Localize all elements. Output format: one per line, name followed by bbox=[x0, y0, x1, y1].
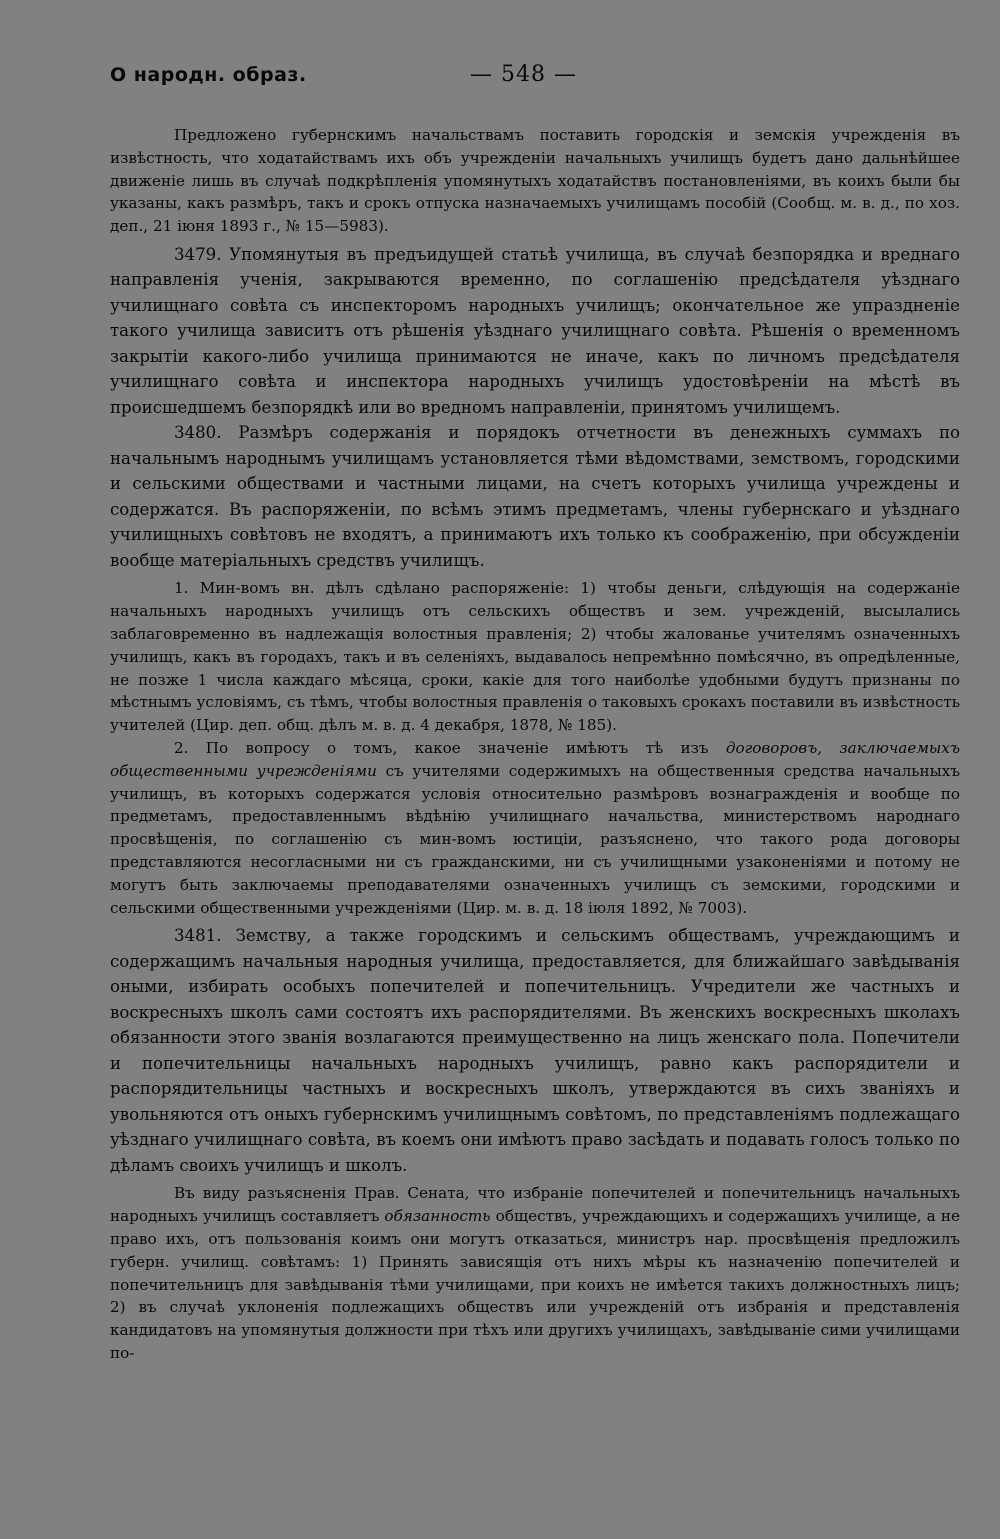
paragraph-note-pre-3479: Предложено губернскимъ начальствамъ поставить городскія и земскія учрежденія въ извѣстность, что ходатайствамъ ихъ объ учрежденіи начальныхъ училищъ будетъ дано дальнѣйшее движеніе лишь въ случаѣ подкрѣпленія упомянутыхъ ходатайствъ постановленіями, въ коихъ были бы указаны, какъ размѣръ, такъ и срокъ отпуска назначаемыхъ училищамъ пособій (Сообщ. м. в. д., по хоз. деп., 21 іюня 1893 г., № 15—5983). bbox=[110, 126, 960, 236]
article-3480: 3480. Размѣръ содержанія и порядокъ отчетности въ денежныхъ суммахъ по начальнымъ народнымъ училищамъ установляется тѣми вѣдомствами, земствомъ, городскими и сельскими обществами и частными лицами, на счетъ которыхъ училища учреждены и содержатся. Въ распоряженіи, по всѣмъ этимъ предметамъ, члены губернскаго и уѣзднаго училищныхъ совѣтовъ не входятъ, а принимаютъ ихъ только къ соображенію, при обсужденіи вообще матеріальныхъ средствъ училищъ. bbox=[110, 423, 960, 570]
note-text-end: съ учителями содержимыхъ на общественныя средства начальныхъ училищъ, въ которыхъ содержатся условія относительно размѣровъ вознагражденія и вообще по предметамъ, предоставленнымъ вѣдѣнію училищнаго начальства, министерствомъ народнаго просвѣщенія, по соглашенію съ мин-вомъ юстиціи, разъяснено, что такого рода договоры представляются несогласными ни съ гражданскими, ни съ училищными узаконеніями и потому не могутъ быть заключаемы преподавателями означенныхъ училищъ съ земскими, городскими и сельскими общественными учрежденіями (Цир. м. в. д. 18 іюля 1892, № 7003). bbox=[110, 761, 960, 917]
document-body bbox=[110, 124, 960, 1365]
article-3479: 3479. Упомянутыя въ предъидущей статьѣ училища, въ случаѣ безпорядка и вреднаго направленія ученія, закрываются временно, по соглашенію предсѣдателя уѣзднаго училищнаго совѣта съ инспекторомъ народныхъ училищъ; окончательное же упраздненіе такого училища зависитъ отъ рѣшенія уѣзднаго училищнаго совѣта. Рѣшенія о временномъ закрытіи какого-либо училища принимаются не иначе, какъ по личномъ предсѣдателя училищнаго совѣта и инспектора народныхъ училищъ удостовѣреніи на мѣстѣ въ происшедшемъ безпорядкѣ или во вредномъ направленіи, принятомъ училищемъ. bbox=[110, 244, 960, 417]
article-3481: 3481. Земству, а также городскимъ и сельскимъ обществамъ, учреждающимъ и содержащимъ начальныя народныя училища, предоставляется, для ближайшаго завѣдыванія оными, избирать особыхъ попечителей и попечительницъ. Учредители же частныхъ и воскресныхъ школъ сами состоятъ ихъ распорядителями. Въ женскихъ воскресныхъ школахъ обязанности этого званія возлагаются преимущественно на лицъ женскаго пола. Попечители и попечительницы начальныхъ народныхъ училищъ, равно какъ распорядители и распорядительницы частныхъ и воскресныхъ школъ, утверждаются въ сихъ званіяхъ и увольняются отъ оныхъ губернскимъ училищнымъ совѣтомъ, по представленіямъ подлежащаго уѣзднаго училищнаго совѣта, въ коемъ они имѣютъ право засѣдать и подавать голосъ только по дѣламъ своихъ училищъ и школъ. bbox=[110, 926, 960, 1175]
note-3480-1: 1. Мин-вомъ вн. дѣлъ сдѣлано распоряженіе: 1) чтобы деньги, слѣдующія на содержаніе начальныхъ народныхъ училищъ отъ сельскихъ обществъ и зем. учрежденій, высылались заблаговременно въ надлежащія волостныя правленія; 2) чтобы жалованье учителямъ означенныхъ училищъ, какъ въ городахъ, такъ и въ селеніяхъ, выдавалось непремѣнно помѣсячно, въ опредѣленные, не позже 1 числа каждаго мѣсяца, сроки, какіе для того наиболѣе удобными будутъ признаны по мѣстнымъ условіямъ, съ тѣмъ, чтобы волостныя правленія о таковыхъ срокахъ поставили въ извѣстность учителей (Цир. деп. общ. дѣлъ м. в. д. 4 декабря, 1878, № 185). bbox=[110, 579, 960, 735]
note-text-start: Въ виду разъясненія Прав. Сената, что избраніе попечителей и попечительницъ начальныхъ народныхъ училищъ составляетъ bbox=[110, 1184, 960, 1226]
note-italic-phrase: договоровъ, заключаемыхъ общественными учрежденіями bbox=[110, 739, 960, 780]
note-3481 bbox=[110, 1182, 960, 1364]
note-italic-word: обязанность bbox=[384, 1207, 491, 1226]
page-number: — 548 — bbox=[470, 62, 577, 87]
running-header bbox=[110, 64, 960, 98]
note-text-start: 2. По вопросу о томъ, какое значеніе имѣютъ тѣ изъ bbox=[174, 739, 726, 758]
section-title: О народн. образ. bbox=[110, 64, 307, 86]
note-3480-2 bbox=[110, 737, 960, 919]
note-text-end: обществъ, учреждающихъ и содержащихъ училище, а не право ихъ, отъ пользованія коимъ они могутъ отказаться, министръ нар. просвѣщенія предложилъ губерн. училищ. совѣтамъ: 1) Принять зависящія отъ нихъ мѣры къ назначенію попечителей и попечительницъ для завѣдыванія тѣми училищами, при коихъ не имѣется такихъ должностныхъ лицъ; 2) въ случаѣ уклоненія подлежащихъ обществъ или учрежденій отъ избранія и представленія кандидатовъ на упомянутыя должности при тѣхъ или другихъ училищахъ, завѣдываніе сими училищами по- bbox=[110, 1207, 960, 1363]
